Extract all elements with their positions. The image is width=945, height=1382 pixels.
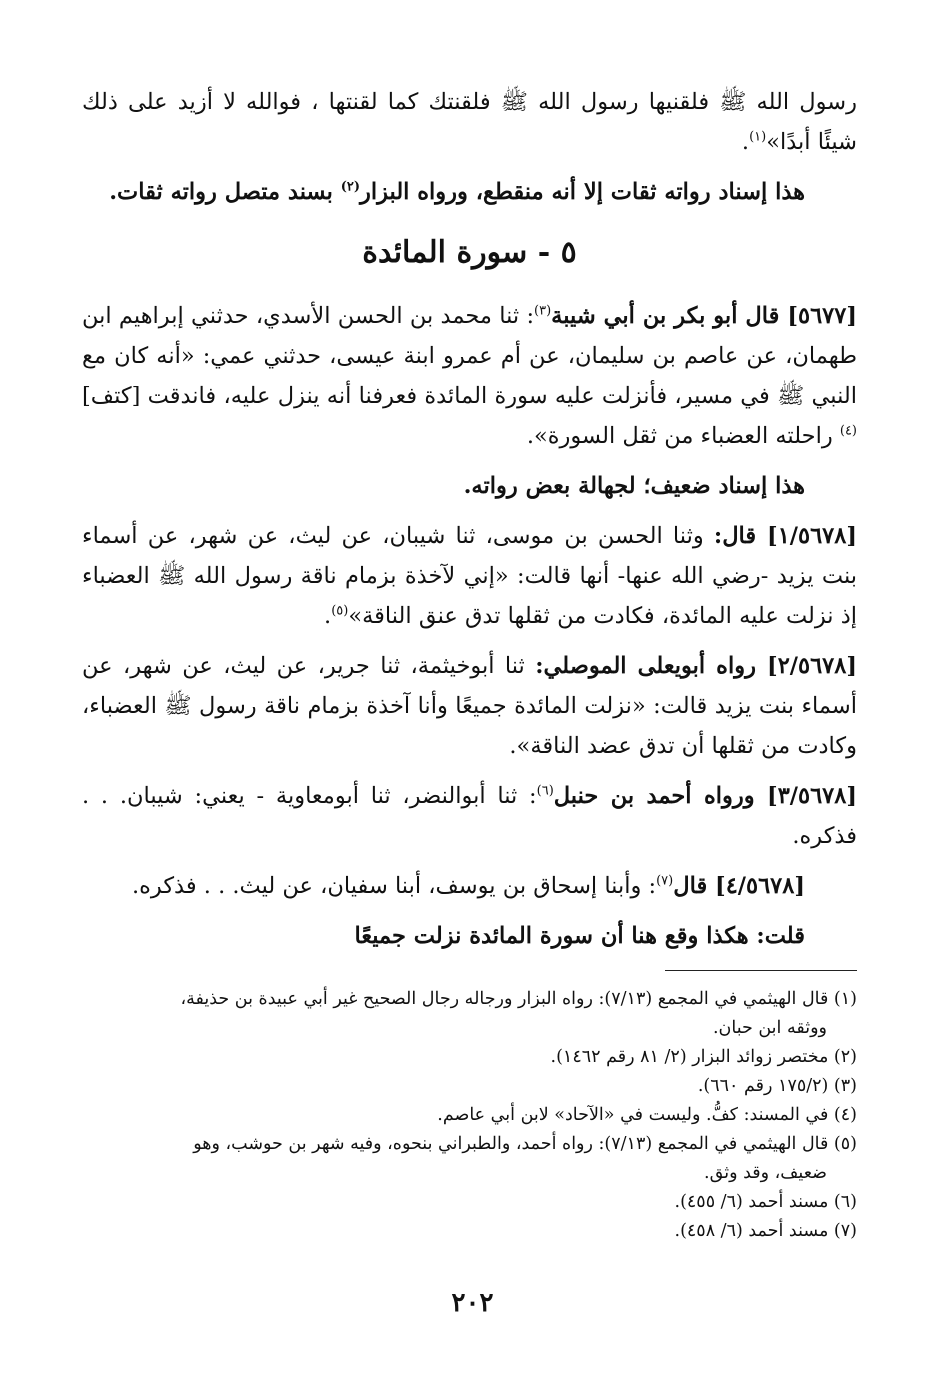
page-number: ٢٠٢: [451, 1288, 494, 1318]
footnote-ref-6[interactable]: (٦): [536, 783, 554, 799]
footnote-7: (٧) مسند أحمد (٦/ ٤٥٨).: [674, 1221, 857, 1241]
paragraph-hadith-end: رسول الله ﷺ فلقنيها رسول الله ﷺ فلقنتك كما لقنتها ، فوالله لا أزيد على ذلك شيئًا أبدًا»$^{(١)}$.: [82, 89, 857, 155]
hadith-5678-4: [٤/٥٦٧٨] قال$^{(٧)}$: وأبنا إسحاق بن يوسف، أبنا سفيان، عن ليث. . . فذكره.: [131, 873, 805, 899]
chapter-title: ٥ - سورة المائدة: [362, 235, 577, 270]
footnote-2: (٢) مختصر زوائد البزار (٢/ ٨١ رقم ١٤٦٢).: [550, 1047, 857, 1067]
hadith-5678-1: [١/٥٦٧٨] قال: وثنا الحسن بن موسى، ثنا شيبان، عن ليث، عن شهر، عن أسماء بنت يزيد -رضي الله عنها- أنها قالت: «إني لآخذة بزمام ناقة رسول الله ﷺ العضباء إذ نزلت عليه المائدة، فكادت من ثقلها تدق عنق الناقة»$^{(٥)}$.: [82, 523, 857, 629]
footnote-ref-5[interactable]: (٥): [331, 603, 349, 619]
hadith-5677: [٥٦٧٧] قال أبو بكر بن أبي شيبة$^{(٣)}$: ثنا محمد بن الحسن الأسدي، حدثني إبراهيم ابن طهمان، عن عاصم بن سليمان، عن أم عمرو ابنة عيسى، حدثني عمي: «أنه كان مع النبي ﷺ في مسير، فأنزلت عليه سورة المائدة فعرفنا أنه ينزل عليه، فاندقت [كتف]$^{(٤)}$ راحلته العضباء من ثقل السورة».: [82, 303, 857, 449]
closing-note: قلت: هكذا وقع هنا أن سورة المائدة نزلت جميعًا: [354, 923, 805, 949]
footnote-divider: [665, 970, 857, 971]
hadith-number: [٤/٥٦٧٨] قال: [673, 873, 805, 899]
footnote-4: (٤) في المسند: كفُّ. وليست في «الآحاد» لابن أبي عاصم.: [437, 1105, 857, 1125]
footnote-ref-1[interactable]: (١): [749, 129, 767, 145]
footnote-ref-2[interactable]: (٢): [340, 179, 360, 195]
main-text: [82, 82, 857, 956]
hadith-5678-2: [٢/٥٦٧٨] رواه أبويعلى الموصلي: ثنا أبوخيثمة، ثنا جرير، عن ليث، عن شهر، عن أسماء بنت يزيد قالت: «نزلت المائدة جميعًا وأنا آخذة بزمام ناقة رسول ﷺ العضباء، وكادت من ثقلها أن تدق عضد الناقة».: [82, 653, 857, 759]
footnote-3: (٣) (١٧٥/٢ رقم ٦٦٠).: [697, 1076, 857, 1096]
paragraph-isnad-grade: هذا إسناد رواته ثقات إلا أنه منقطع، ورواه البزار$^{(٢)}$ بسند متصل رواته ثقات.: [109, 179, 805, 205]
footnote-1: (١) قال الهيثمي في المجمع (٧/١٣): رواه البزار ورجاله رجال الصحيح غير أبي عبيدة بن حذيفة،: [180, 989, 857, 1009]
footnote-1-continuation: ووثقه ابن حبان.: [712, 1018, 827, 1038]
hadith-5677-grade: هذا إسناد ضعيف؛ لجهالة بعض رواته.: [463, 473, 805, 499]
footnote-5-continuation: ضعيف، وقد وثق.: [704, 1163, 827, 1183]
footnote-6: (٦) مسند أحمد (٦/ ٤٥٥).: [674, 1192, 857, 1212]
footnote-ref-3[interactable]: (٣): [534, 303, 552, 319]
footnotes: [82, 985, 857, 1246]
footnote-ref-7[interactable]: (٧): [656, 873, 674, 889]
hadith-5678-3: [٣/٥٦٧٨] ورواه أحمد بن حنبل$^{(٦)}$: ثنا أبوالنضر، ثنا أبومعاوية - يعني: شيبان. . . فذكره.: [82, 783, 858, 849]
hadith-number: [٣/٥٦٧٨] ورواه أحمد بن حنبل: [553, 783, 858, 809]
hadith-number: [١/٥٦٧٨] قال:: [713, 523, 857, 549]
hadith-number: [٢/٥٦٧٨] رواه أبويعلى الموصلي:: [535, 653, 857, 679]
footnote-ref-4[interactable]: (٤): [839, 423, 857, 439]
footnote-5: (٥) قال الهيثمي في المجمع (٧/١٣): رواه أحمد، والطبراني بنحوه، وفيه شهر بن حوشب، وهو: [193, 1134, 857, 1154]
hadith-number: [٥٦٧٧] قال أبو بكر بن أبي شيبة: [551, 303, 857, 329]
